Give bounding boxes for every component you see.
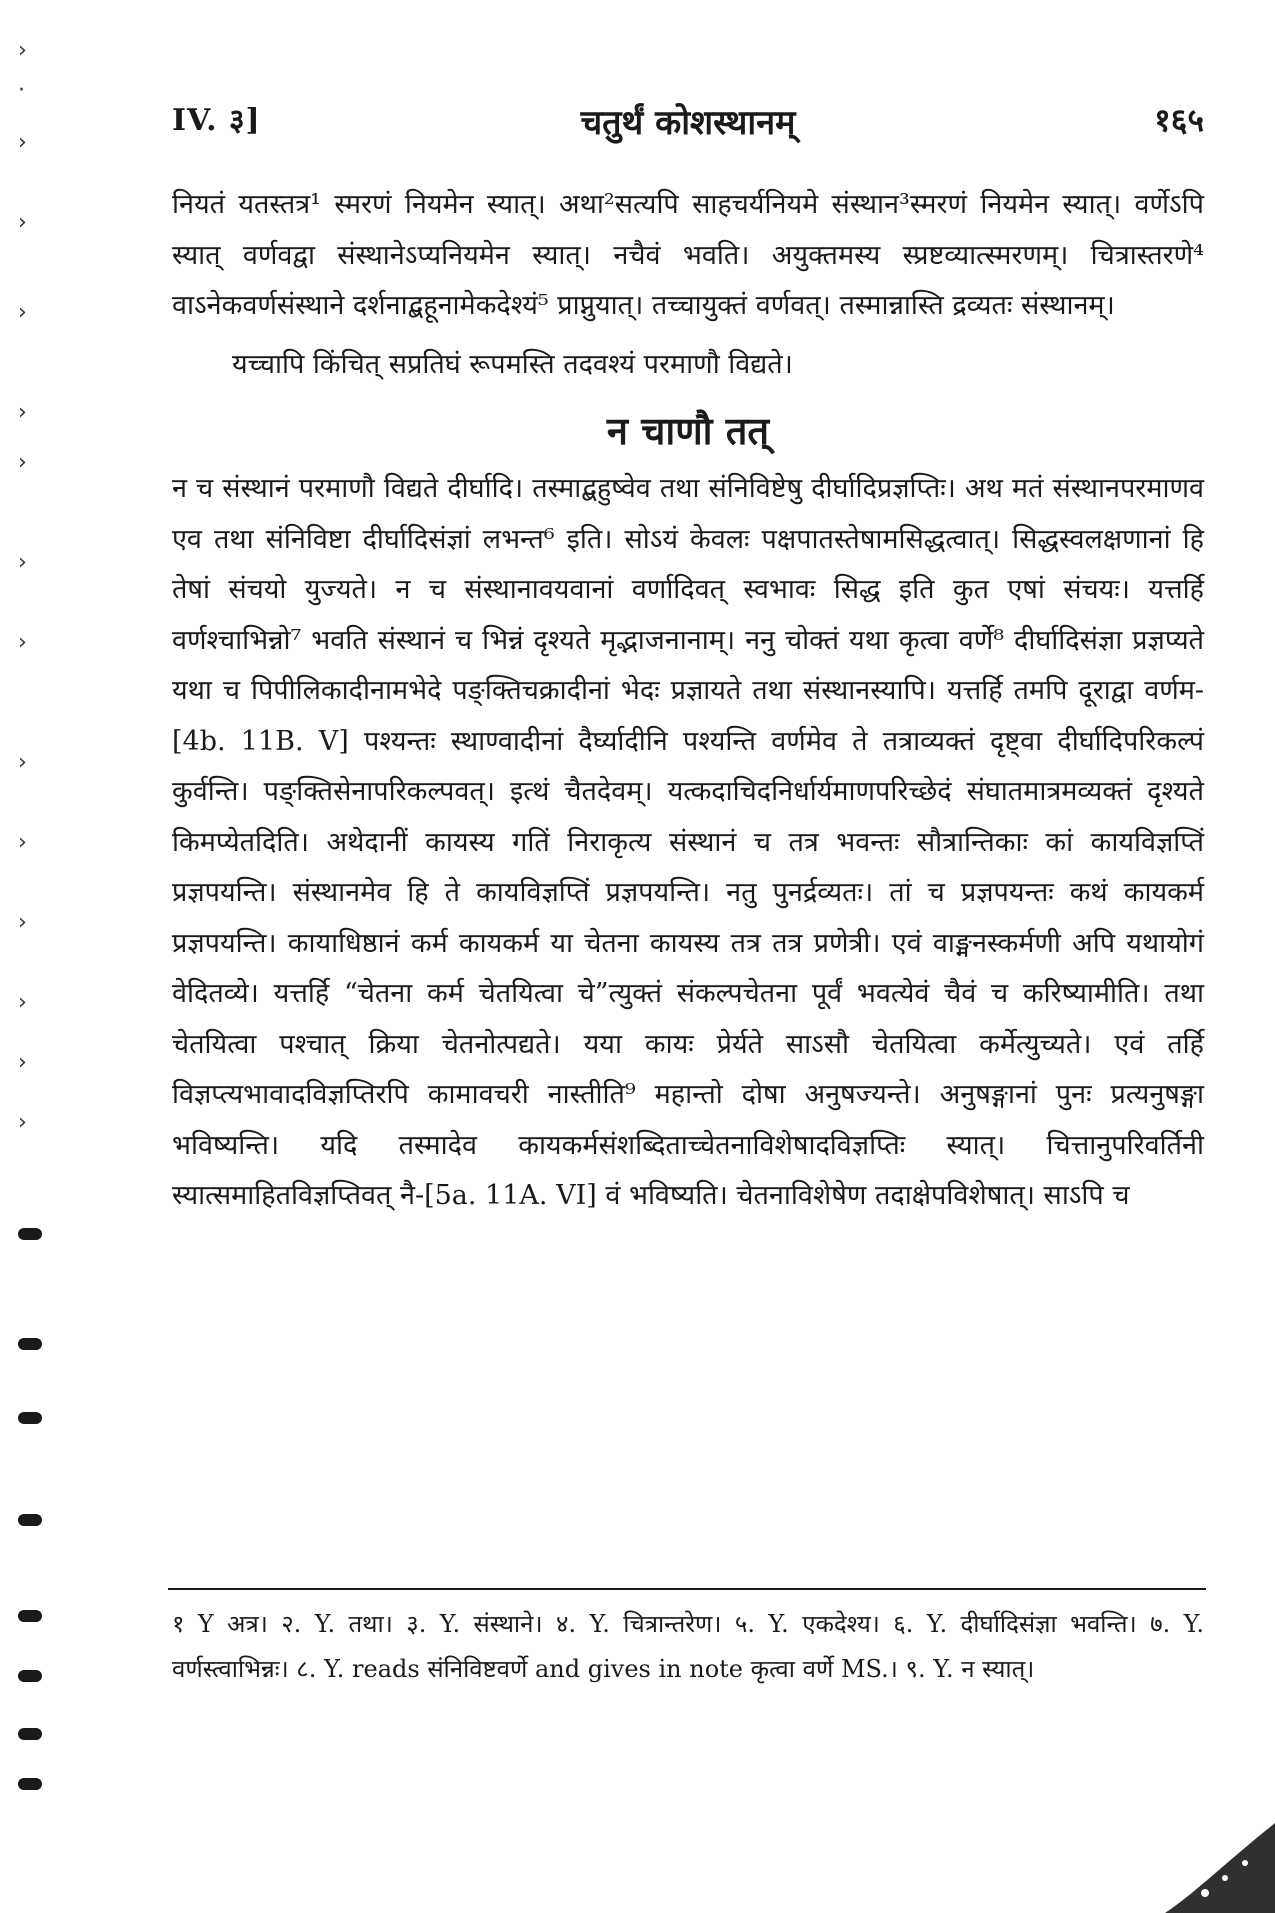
running-header bbox=[172, 98, 1204, 144]
margin-blob bbox=[18, 1338, 42, 1350]
margin-mark: › bbox=[18, 1050, 27, 1075]
margin-mark: › bbox=[18, 450, 27, 475]
margin-mark: › bbox=[18, 1110, 27, 1135]
footnote-rule bbox=[168, 1588, 1206, 1590]
margin-mark: › bbox=[18, 300, 27, 325]
margin-mark: › bbox=[18, 550, 27, 575]
margin-blob bbox=[18, 1728, 42, 1740]
margin-blob bbox=[18, 1610, 42, 1622]
margin-blob bbox=[18, 1412, 42, 1424]
margin-mark: › bbox=[18, 630, 27, 655]
header-title: चतुर्थं कोशस्थानम् bbox=[580, 103, 796, 143]
margin-blob bbox=[18, 1514, 42, 1526]
margin-blob bbox=[18, 1228, 42, 1240]
margin-blob bbox=[18, 1778, 42, 1790]
margin-mark: › bbox=[18, 910, 27, 935]
margin-mark: › bbox=[18, 830, 27, 855]
margin-marks bbox=[18, 30, 58, 1880]
margin-mark: › bbox=[18, 38, 27, 63]
margin-mark: › bbox=[18, 210, 27, 235]
paragraph-3: न च संस्थानं परमाणौ विद्यते दीर्घादि। तस्माद्बहुष्वेव तथा संनिविष्टेषु दीर्घादिप्रज्ञप्तिः। अथ मतं संस्थानपरमाणव एव तथा संनिविष्टा दीर्घादिसंज्ञां लभन्त⁶ इति। सोऽयं केवलः पक्षपातस्तेषामसिद्धत्वात्। सिद्धस्वलक्षणानां हि तेषां संचयो युज्यते। न च संस्थानावयवानां वर्णादिवत् स्वभावः सिद्ध इति कुत एषां संचयः। यत्तर्हि वर्णश्चाभिन्नो⁷ भवति संस्थानं च भिन्नं दृश्यते मृद्भाजनानाम्। ननु चोक्तं यथा कृत्वा वर्णे⁸ दीर्घादिसंज्ञा प्रज्ञप्यते यथा च पिपीलिकादीनामभेदे पङ्क्तिचक्रादीनां भेदः प्रज्ञायते तथा संस्थानस्यापि। यत्तर्हि तमपि दूराद्वा वर्णम-[4b. 11B. V] पश्यन्तः स्थाण्वादीनां दैर्घ्यादीनि पश्यन्ति वर्णमेव ते तत्राव्यक्तं दृष्ट्वा दीर्घादिपरिकल्पं कुर्वन्ति। पङ्क्तिसेनापरिकल्पवत्। इत्थं चैतदेवम्। यत्कदाचिदनिर्धार्यमाणपरिच्छेदं संघातमात्रमव्यक्तं दृश्यते किमप्येतदिति। अथेदानीं कायस्य गतिं निराकृत्य संस्थानं च तत्र भवन्तः सौत्रान्तिकाः कां कायविज्ञप्तिं प्रज्ञपयन्ति। संस्थानमेव हि ते कायविज्ञप्तिं प्रज्ञपयन्ति। नतु पुनर्द्रव्यतः। तां च प्रज्ञपयन्तः कथं कायकर्म प्रज्ञपयन्ति। कायाधिष्ठानं कर्म कायकर्म या चेतना कायस्य तत्र तत्र प्रणेत्री। एवं वाङ्मनस्कर्मणी अपि यथायोगं वेदितव्ये। यत्तर्हि “चेतना कर्म चेतयित्वा चे”त्युक्तं संकल्पचेतना पूर्वं भवत्येवं चैवं च करिष्यामीति। तथा चेतयित्वा पश्चात् क्रिया चेतनोत्पद्यते। यया कायः प्रेर्यते साऽसौ चेतयित्वा कर्मेत्युच्यते। एवं तर्हि विज्ञप्त्यभावादविज्ञप्तिरपि कामावचरी नास्तीति⁹ महान्तो दोषा अनुषज्यन्ते। अनुषङ्गानां पुनः प्रत्यनुषङ्गा भविष्यन्ति। यदि तस्मादेव कायकर्मसंशब्दिताच्चेतनाविशेषादविज्ञप्तिः स्यात्। चित्तानुपरिवर्तिनी स्यात्समाहितविज्ञप्तिवत् नै-[5a. 11A. VI] वं भविष्यति। चेतनाविशेषेण तदाक्षेपविशेषात्। साऽपि च bbox=[172, 473, 1204, 1211]
footnote-list: १ Y अत्र। २. Y. तथा। ३. Y. संस्थाने। ४. Y. चित्रान्तरेण। ५. Y. एकदेश्य। ६. Y. दीर्घादिसंज्ञा भवन्ति। ७. Y. वर्णस्त्वाभिन्नः। ८. Y. reads संनिविष्टवर्णे and gives in note कृत्वा वर्णे MS.। ९. Y. न स्यात्। bbox=[172, 1610, 1204, 1683]
section-heading: न चाणौ तत् bbox=[606, 408, 770, 453]
margin-mark: › bbox=[18, 990, 27, 1015]
paragraph-2: यच्चापि किंचित् सप्रतिघं रूपमस्ति तदवश्यं परमाणौ विद्यते। bbox=[232, 348, 793, 380]
paragraph-1: नियतं यतस्तत्र¹ स्मरणं नियमेन स्यात्। अथा²सत्यपि साहचर्यनियमे संस्थान³स्मरणं नियमेन स्यात्। वर्णेऽपि स्यात् वर्णवद्वा संस्थानेऽप्यनियमेन स्यात्। नचैवं भवति। अयुक्तमस्य स्प्रष्टव्यात्स्मरणम्। चित्रास्तरणे⁴ वाऽनेकवर्णसंस्थाने दर्शनाद्बहूनामेकदेश्यं⁵ प्राप्नुयात्। तच्चायुक्तं वर्णवत्। तस्मान्नास्ति द्रव्यतः संस्थानम्। bbox=[172, 189, 1204, 321]
page-number: १६५ bbox=[1154, 101, 1204, 139]
margin-mark: · bbox=[18, 78, 25, 103]
margin-mark: › bbox=[18, 400, 27, 425]
margin-mark: › bbox=[18, 750, 27, 775]
footnotes bbox=[172, 1602, 1204, 1692]
corner-smudge bbox=[1165, 1823, 1275, 1913]
header-chapter: IV. ३] bbox=[172, 103, 261, 138]
margin-mark: › bbox=[18, 130, 27, 155]
main-text bbox=[172, 180, 1204, 1222]
margin-blob bbox=[18, 1670, 42, 1682]
